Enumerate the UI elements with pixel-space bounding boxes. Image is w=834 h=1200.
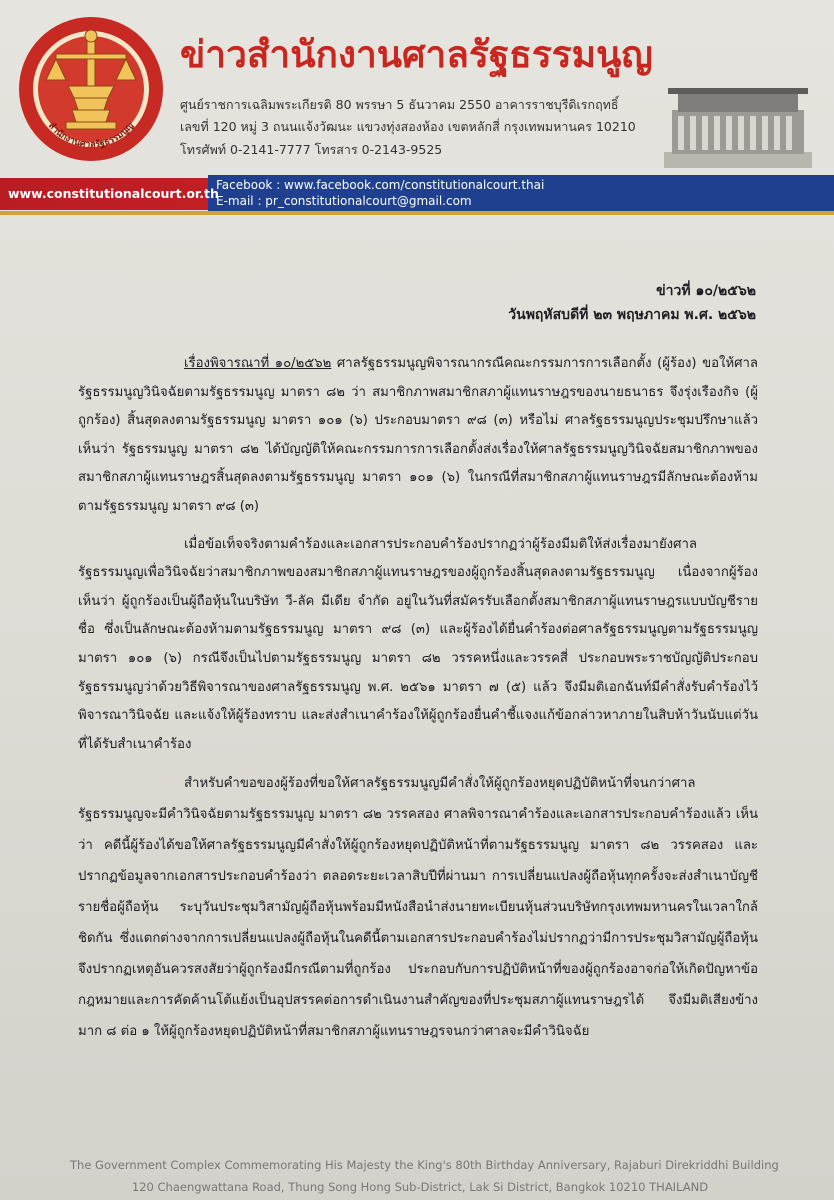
- address-line: เลขที่ 120 หมู่ 3 ถนนแจ้งวัฒนะ แขวงทุ่งสองห้อง เขตหลักสี่ กรุงเทพมหานคร 10210: [180, 119, 636, 134]
- seal-text: สำนักงานศาลรัฐธรรมนูญ: [45, 120, 137, 151]
- paragraph: เมื่อข้อเท็จจริงตามคำร้องและเอกสารประกอบคำร้องปรากฏว่าผู้ร้องมีมติให้ส่งเรื่องมายังศาลรัฐธรรมนูญเพื่อวินิจฉัยว่าสมาชิกภาพของสมาชิกสภาผู้แทนราษฎรของผู้ถูกร้องสิ้นสุดลงตามรัฐธรรมนูญ เนื่องจากผู้ร้องเห็นว่า ผู้ถูกร้องเป็นผู้ถือหุ้นในบริษัท วี-ลัค มีเดีย จำกัด อยู่ในวันที่สมัครรับเลือกตั้งสมาชิกสภาผู้แทนราษฎรแบบบัญชีรายชื่อ ซึ่งเป็นลักษณะต้องห้ามตามรัฐธรรมนูญ มาตรา ๙๘ (๓) และผู้ร้องได้ยื่นคำร้องต่อศาลรัฐธรรมนูญตามรัฐธรรมนูญ มาตรา ๑๐๑ (๖) กรณีจึงเป็นไปตามรัฐธรรมนูญ มาตรา ๘๒ วรรคหนึ่งและวรรคสี่ ประกอบพระราชบัญญัติประกอบรัฐธรรมนูญว่าด้วยวิธีพิจารณาของศาลรัฐธรรมนูญ พ.ศ. ๒๕๖๑ มาตรา ๗ (๕) แล้ว จึงมีมติเอกฉันท์มีคำสั่งรับคำร้องไว้พิจารณาวินิจฉัย และแจ้งให้ผู้ร้องทราบ และส่งสำเนาคำร้องให้ผู้ถูกร้องยื่นคำชี้แจงแก้ข้อกล่าวหาภายในสิบห้าวันนับแต่วันที่ได้รับสำเนาคำร้อง: [78, 536, 758, 752]
- news-number: ข่าวที่ ๑๐/๒๕๖๒: [656, 283, 756, 299]
- news-date: วันพฤหัสบดีที่ ๒๓ พฤษภาคม พ.ศ. ๒๕๖๒: [508, 307, 756, 323]
- constitutional-court-seal-icon: [16, 14, 166, 164]
- subject-label: เรื่องพิจารณาที่ ๑๐/๒๕๖๒: [184, 356, 332, 371]
- website-link[interactable]: www.constitutionalcourt.or.th: [8, 186, 219, 201]
- agency-name: ข่าวสำนักงานศาลรัฐธรรมนูญ: [180, 33, 653, 76]
- paragraph: สำหรับคำขอของผู้ร้องที่ขอให้ศาลรัฐธรรมนูญมีคำสั่งให้ผู้ถูกร้องหยุดปฏิบัติหน้าที่จนกว่าศาลรัฐธรรมนูญจะมีคำวินิจฉัยตามรัฐธรรมนูญ มาตรา ๘๒ วรรคสอง ศาลพิจารณาคำร้องและเอกสารประกอบคำร้องแล้ว เห็นว่า คดีนี้ผู้ร้องได้ขอให้ศาลรัฐธรรมนูญมีคำสั่งให้ผู้ถูกร้องหยุดปฏิบัติหน้าที่ตามรัฐธรรมนูญ มาตรา ๘๒ วรรคสอง และปรากฏข้อมูลจากเอกสารประกอบคำร้องว่า ตลอดระยะเวลาสิบปีที่ผ่านมา การเปลี่ยนแปลงผู้ถือหุ้นทุกครั้งจะส่งสำเนาบัญชีรายชื่อผู้ถือหุ้น ระบุวันประชุมวิสามัญผู้ถือหุ้นพร้อมมีหนังสือนำส่งนายทะเบียนหุ้นส่วนบริษัทกรุงเทพมหานครในเวลาใกล้ชิดกัน ซึ่งแตกต่างจากการเปลี่ยนแปลงผู้ถือหุ้นในคดีนี้ตามเอกสารประกอบคำร้องไม่ปรากฏว่ามีการประชุมวิสามัญผู้ถือหุ้น จึงปรากฏเหตุอันควรสงสัยว่าผู้ถูกร้องมีกรณีตามที่ถูกร้อง ประกอบกับการปฏิบัติหน้าที่ของผู้ถูกร้องอาจก่อให้เกิดปัญหาข้อกฎหมายและการคัดค้านโต้แย้งเป็นอุปสรรคต่อการดำเนินงานสำคัญของที่ประชุมสภาผู้แทนราษฎรได้ จึงมีมติเสียงข้างมาก ๘ ต่อ ๑ ให้ผู้ถูกร้องหยุดปฏิบัติหน้าที่สมาชิกสภาผู้แทนราษฎรจนกว่าศาลจะมีคำวินิจฉัย: [78, 776, 758, 1040]
- paragraph: [78, 350, 758, 522]
- facebook-link[interactable]: Facebook : www.facebook.com/constitutionalcourt.thai: [216, 178, 545, 192]
- building-illustration-icon: [664, 82, 812, 168]
- phone-fax-line: โทรศัพท์ 0-2141-7777 โทรสาร 0-2143-9525: [180, 142, 443, 157]
- paragraph-text: ศาลรัฐธรรมนูญพิจารณากรณีคณะกรรมการการเลือกตั้ง (ผู้ร้อง) ขอให้ศาลรัฐธรรมนูญวินิจฉัยตามรัฐธรรมนูญ มาตรา ๘๒ ว่า สมาชิกภาพสมาชิกสภาผู้แทนราษฎรของนายธนาธร จึงรุ่งเรืองกิจ (ผู้ถูกร้อง) สิ้นสุดลงตามรัฐธรรมนูญ มาตรา ๑๐๑ (๖) ประกอบมาตรา ๙๘ (๓) หรือไม่ ศาลรัฐธรรมนูญประชุมปรึกษาแล้วเห็นว่า รัฐธรรมนูญ มาตรา ๘๒ ได้บัญญัติให้คณะกรรมการการเลือกตั้งส่งเรื่องให้ศาลรัฐธรรมนูญวินิจฉัยสมาชิกภาพของสมาชิกสภาผู้แทนราษฎรสิ้นสุดลงตามรัฐธรรมนูญ มาตรา ๑๐๑ (๖) ในกรณีที่สมาชิกสภาผู้แทนราษฎรมีลักษณะต้องห้ามตามรัฐธรรมนูญ มาตรา ๙๘ (๓): [78, 356, 758, 514]
- email-link[interactable]: E-mail : pr_constitutionalcourt@gmail.com: [216, 194, 472, 208]
- footer-address: 120 Chaengwattana Road, Thung Song Hong Sub-District, Lak Si District, Bangkok 10210 THAILAND: [131, 1180, 709, 1194]
- divider: [0, 211, 834, 215]
- news-body: [78, 350, 758, 1056]
- footer-address: The Government Complex Commemorating His Majesty the King's 80th Birthday Anniversary, Rajaburi Direkriddhi Building: [70, 1158, 779, 1172]
- address-line: ศูนย์ราชการเฉลิมพระเกียรติ 80 พรรษา 5 ธันวาคม 2550 อาคารราชบุรีดิเรกฤทธิ์: [180, 97, 619, 112]
